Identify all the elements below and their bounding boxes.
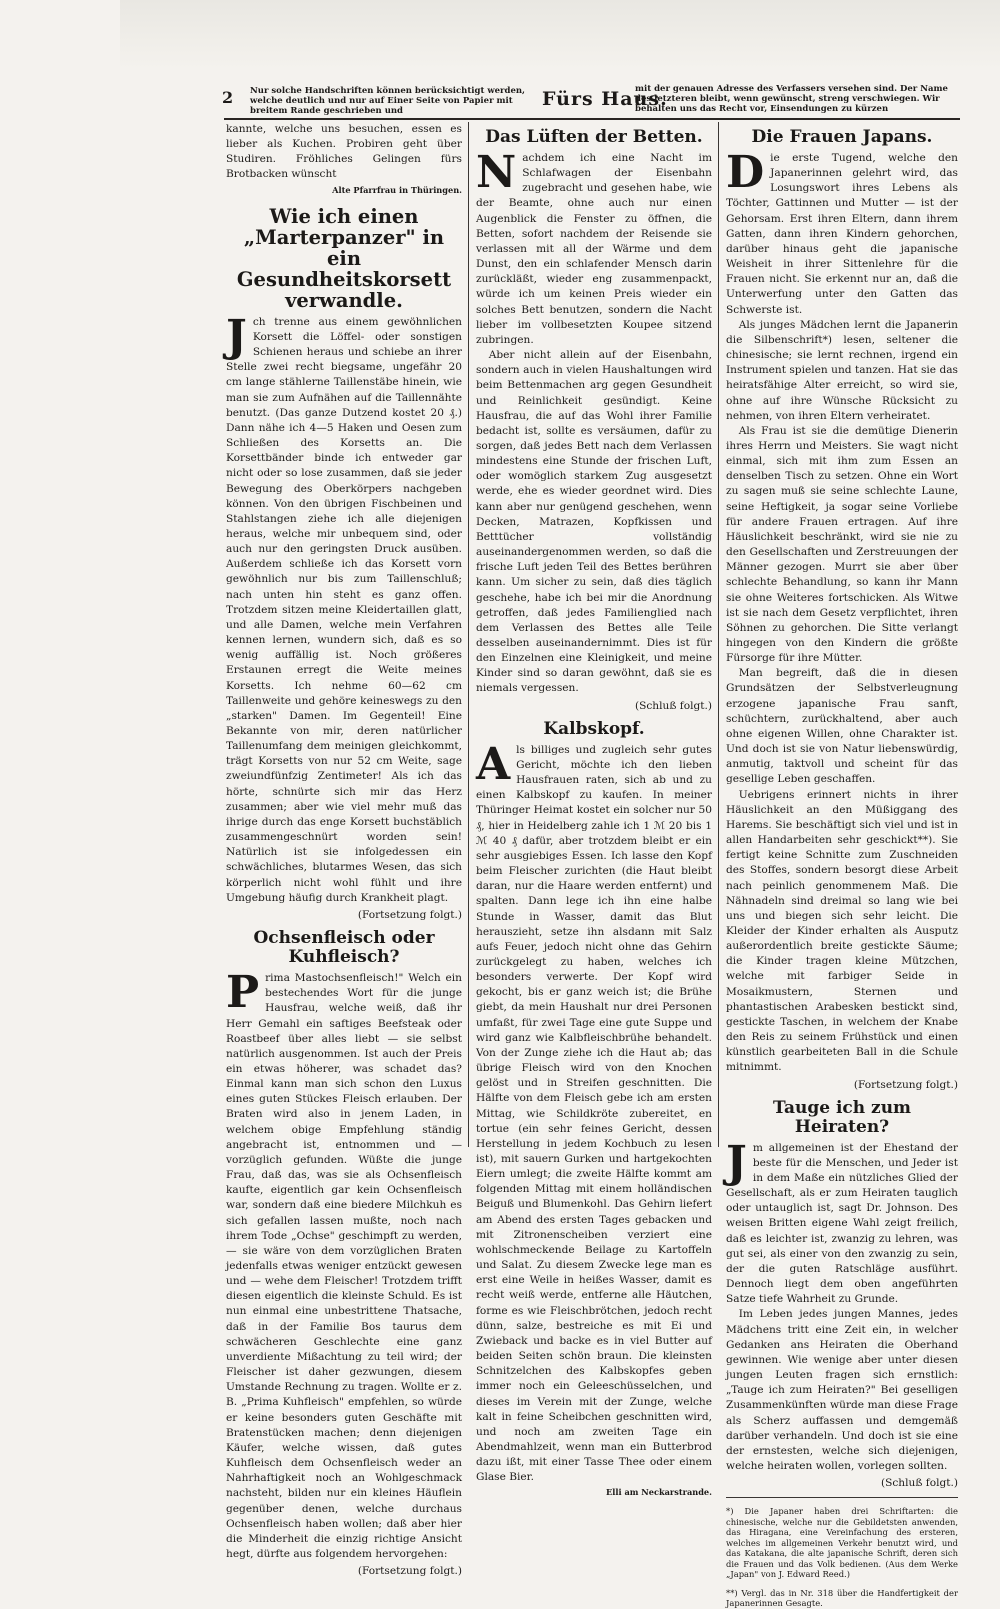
continuation-note: (Fortsetzung folgt.) (357, 1565, 462, 1578)
drop-cap: P (226, 967, 260, 1019)
article-body-betten-2: Aber nicht allein auf der Eisenbahn, sondern auch in vielen Haushaltungen wird beim Bettenmachen arg gegen Gesundheit und Reinlichkeit gesündigt. Keine Hausfrau, die auf das Wohl ihrer Familie bedacht ist, sollte es versäumen, dafür zu sorgen, daß jedes Bett nach dem Verlassen mindestens eine Stunde der frischen Luft, oder womöglich starkem Zug ausgesetzt werde, ehe es wieder geordnet wird. Dies kann aber nur genügend geschehen, wenn Decken, Matrazen, Kopfkissen und Betttücher vollständig auseinandergenommen werden, so daß die frische Luft jeden Teil des Bettes berühren kann. Um sicher zu sein, daß dies täglich geschehe, habe ich bei mir die Anordnung getroffen, daß jedes Familienglied nach dem Verlassen des Bettes alle Teile desselben auseinandernimmt. Dies ist für den Einzelnen eine Kleinigkeit, und meine Kinder sind so daran gewöhnt, daß sie es niemals vergessen. (476, 349, 712, 695)
article-body-betten-1: achdem ich eine Nacht im Schlafwagen der Eisenbahn zugebracht und gesehen habe, wie der Beamte, ohne auch nur einen Augenblick die Fenster zu öffnen, die Betten, sofort nachdem der Reisende sie verlassen mit all der Wärme und dem Dunst, den ein schlafender Mensch darin zurückläßt, wieder eng zusammenpackt, würde ich um keinen Preis wieder ein solches Bett benutzen, sondern die Nacht lieber im vollbesetzten Koupee sitzend zubringen. (476, 152, 712, 346)
article-title-japan: Die Frauen Japans. (751, 127, 933, 147)
drop-cap: D (726, 147, 765, 198)
intro-paragraph: kannte, welche uns besuchen, essen es lieber als Kuchen. Probiren geht über Studiren. Fröhliches Gelingen fürs Brotbacken wünscht (226, 123, 462, 181)
header-rule (224, 118, 960, 120)
page-number: 2 (222, 88, 234, 107)
drop-cap: A (476, 738, 511, 790)
drop-cap: N (476, 147, 517, 198)
footnote-1: *) Die Japaner haben drei Schriftarten: die chinesische, welche nur die Gebildetsten anwenden, das Hiragana, eine Vereinfachung des ersteren, welches im allgemeinen Verkehr benutzt wird, und das Katakana, die alte japanische Schrift, deren sich die Frauen und das Volk bedienen. (Aus dem Werke „Japan" von J. Edward Reed.) (726, 1506, 958, 1580)
article-body-ochsenfleisch: rima Mastochsenfleisch!" Welch ein bestechendes Wort für die junge Hausfrau, welche weiß, daß ihr Herr Gemahl ein saftiges Beefsteak oder Roastbeef über alles liebt — sie selbst natürlich ausgenommen. Ist auch der Preis ein etwas höherer, was schadet das? Einmal kann man sich schon den Luxus eines guten Stückes Fleisch erlauben. Der Braten wird also in jenem Laden, in welchem obige Empfehlung ständig angebracht ist, entnommen und — vorzüglich gefunden. Wüßte die junge Frau, daß das, was sie als Ochsenfleisch kaufte, eigentlich gar kein Ochsenfleisch war, sondern daß eine biedere Milchkuh es sich gefallen lassen mußte, noch nach ihrem Tode „Ochse" geschimpft zu werden, — sie wäre von dem vorzüglichen Braten jedenfalls etwas weniger entzückt gewesen und — wehe dem Fleischer! Trotzdem trifft diesen eigentlich die kleinste Schuld. Es ist nun einmal eine unbestrittene Thatsache, daß in der Familie Bos taurus dem schwächeren Geschlechte eine ganz unverdiente Mißachtung zu teil wird; der Fleischer ist daher gezwungen, diesem Umstande Rechnung zu tragen. Wollte er z. B. „Prima Kuhfleisch" empfehlen, so würde er keine besonders guten Geschäfte mit Bratenstücken machen; denn diejenigen Käufer, welche wissen, daß gutes Kuhfleisch dem Ochsenfleisch weder an Nahrhaftigkeit noch an Wohlgeschmack nachsteht, bilden nur ein kleines Häuflein gegenüber denen, welche durchaus Ochsenfleisch haben wollen; daß aber hier die Minderheit die einzig richtige Ansicht hegt, dürfte aus folgendem hervorgehen: (226, 972, 462, 1560)
page-header (200, 80, 960, 126)
article-body-japan-4: Man begreift, daß die in diesen Grundsätzen der Selbstverleugnung erzogene japanische Frau sanft, schüchtern, zurückhaltend, aber auch ohne eigenen Willen, ohne Charakter ist. Und doch ist sie von Natur liebenswürdig, anmutig, taktvoll und scheint für das gesellige Leben geschaffen. (726, 667, 958, 786)
scan-background (120, 0, 1000, 70)
footnote-divider (726, 1497, 958, 1498)
column-1 (226, 122, 462, 1579)
column-2 (476, 122, 712, 1507)
footnote-2: **) Vergl. das in Nr. 318 über die Handfertigkeit der Japanerinnen Gesagte. (726, 1587, 958, 1609)
article-body-japan-1: ie erste Tugend, welche den Japanerinnen gelehrt wird, das Losungswort ihres Lebens als Töchter, Gattinnen und Mutter — ist der Gehorsam. Erst ihren Eltern, dann ihrem Gatten, dann ihren Kindern gehorchen, darüber hinaus geht die japanische Weisheit in ihrer Sittenlehre für die Frauen nicht. Sie erkennt nur an, daß die Unterwerfung unter den Gatten das Schwerste ist. (726, 152, 958, 316)
drop-cap: J (226, 310, 247, 362)
article-body-japan-3: Als Frau ist sie die demütige Dienerin ihres Herrn und Meisters. Sie wagt nicht einmal, sich mit ihm zum Essen an denselben Tisch zu setzen. Ohne ein Wort zu sagen muß sie seine schlechte Laune, seine Heftigkeit, ja sogar seine Vorliebe für andere Frauen ertragen. Auf ihre Häuslichkeit beschränkt, wird sie nie zu den Gesellschaften und Zerstreuungen der Männer gezogen. Murrt sie aber über schlechte Behandlung, so kann ihr Mann sie ohne Weiteres fortschicken. Als Witwe ist sie nach dem Gesetz verpflichtet, ihren Söhnen zu gehorchen. Die Sitte verlangt hingegen von den Kindern die größte Fürsorge für ihre Mütter. (726, 424, 958, 665)
submission-notice-right: mit der genauen Adresse des Verfassers versehen sind. Der Name des letzteren bleibt, wenn gewünscht, streng verschwiegen. Wir behalten uns das Recht vor, Einsendungen zu kürzen (635, 84, 948, 114)
article-title-kalbskopf: Kalbskopf. (543, 718, 645, 739)
column-divider (468, 122, 469, 1147)
continuation-note: (Fortsetzung folgt.) (853, 1078, 958, 1091)
article-body-korsett: ch trenne aus einem gewöhnlichen Korsett die Löffel- oder sonstigen Schienen heraus und schiebe an ihrer Stelle zwei recht biegsame, ungefähr 20 cm lange stählerne Taillenstäbe hinein, wie man sie zum Aufnähen auf die Taillennähte benutzt. (Das ganze Dutzend kostet 20 ₰.) Dann nähe ich 4—5 Haken und Oesen zum Schließen des Korsetts an. Die Korsettbänder binde ich entweder gar nicht oder so lose zusammen, daß sie jeder Bewegung des Oberkörpers nachgeben können. Von den übrigen Fischbeinen und Stahlstangen ziehe ich alle diejenigen heraus, welche mir unbequem sind, oder auch nur den geringsten Druck ausüben. Außerdem schließe ich das Korsett vorn gewöhnlich nur bis zum Taillenschluß; nach unten hin steht es ganz offen. Trotzdem sitzen meine Kleidertaillen glatt, und alle Damen, welche mein Verfahren kennen lernen, wundern sich, daß es so wenig auffällig ist. Noch größeres Erstaunen erregt die Weite meines Korsetts. Ich nehme 60—62 cm Taillenweite und gehöre keineswegs zu den „starken" Damen. Im Gegenteil! Eine Bekannte von mir, deren natürlicher Taillenumfang dem meinigen gleichkommt, trägt Korsetts von nur 52 cm Weite, sage zweiundfünfzig Zentimeter! Als ich das hörte, schnürte sich mir das Herz zusammen; aber wie viel mehr muß das ihrige durch das enge Korsett buchstäblich zusammengeschnürt worden sein! Natürlich ist sie infolgedessen ein schwächliches, blutarmes Wesen, das sich körperlich nicht wohl fühlt und ihre Umgebung häufig durch Krankheit plagt. (226, 315, 462, 904)
author-signature: Elli am Neckarstrande. (606, 1487, 712, 1498)
end-note: (Schluß folgt.) (880, 1477, 958, 1490)
article-title-korsett: Wie ich einen „Marterpanzer" in ein Gesundheitskorsett verwandle. (236, 204, 452, 312)
article-body-heiraten-2: Im Leben jedes jungen Mannes, jedes Mädchens tritt eine Zeit ein, in welcher Gedanken ans Heiraten die Oberhand gewinnen. Wie wenige aber unter diesen jungen Leuten fragen sich ernstlich: „Tauge ich zum Heiraten?" Bei geselligen Zusammenkünften würde man diese Frage als Scherz auffassen und demgemäß darüber verhandeln. Und doch ist sie eine der ernstesten, welche sich diejenigen, welche heiraten wollen, vorlegen sollten. (726, 1308, 958, 1472)
article-body-kalbskopf: ls billiges und zugleich sehr gutes Gericht, möchte ich den lieben Hausfrauen raten, sich ab und zu einen Kalbskopf zu kaufen. In meiner Thüringer Heimat kostet ein solcher nur 50 ₰, hier in Heidelberg zahle ich 1 ℳ 20 bis 1 ℳ 40 ₰ dafür, aber trotzdem bleibt er ein sehr ausgiebiges Essen. Ich lasse den Kopf beim Fleischer zurichten (die Haut bleibt daran, nur die Haare werden entfernt) und spalten. Dann lege ich ihn eine halbe Stunde in Wasser, damit das Blut herauszieht, setze ihn alsdann mit Salz aufs Feuer, jedoch nicht ohne das Gehirn zurückgelegt zu haben, welches ich besonders verwerte. Der Kopf wird gekocht, bis er ganz weich ist; die Brühe giebt, da mein Haushalt nur drei Personen umfaßt, für zwei Tage eine gute Suppe und wird ganz wie Kalbfleischbrühe behandelt. Von der Zunge ziehe ich die Haut ab; das übrige Fleisch wird von den Knochen gelöst und in Streifen geschnitten. Die Hälfte von dem Fleisch gebe ich am ersten Mittag, wie Schildkröte zubereitet, en tortue (ein sehr feines Gericht, dessen Herstellung in jedem Kochbuch zu lesen ist), mit sauern Gurken und hartgekochten Eiern umlegt; die zweite Hälfte kommt am folgenden Mittag mit einem holländischen Beiguß und Blumenkohl. Das Gehirn liefert am Abend des ersten Tages gebacken und mit Zitronenscheiben verziert eine wohlschmeckende Beilage zu Kartoffeln und Salat. Zu diesem Zwecke lege man es erst eine Weile in heißes Wasser, damit es recht weiß werde, entferne alle Häutchen, forme es wie Fleischbrötchen, jedoch recht dünn, salze, bestreiche es mit Ei und Zwieback und backe es in viel Butter auf beiden Seiten schön braun. Die kleinsten Schnitzelchen des Kalbskopfes geben immer noch ein Geleeschüsselchen, und dieses im Verein mit der Zunge, welche kalt in feine Scheibchen geschnitten wird, und noch am zweiten Tage ein Abendmahlzeit, wenn man ein Butterbrod dazu ißt, mit einer Tasse Thee oder einem Glase Bier. (476, 743, 712, 1484)
article-body-japan-5: Uebrigens erinnert nichts in ihrer Häuslichkeit an den Müßiggang des Harems. Sie beschäftigt sich viel und ist in allen Handarbeiten sehr geschickt**). Sie fertigt keine Schnitte zum Zuschneiden des Stoffes, sondern besorgt diese Arbeit nach peinlich genommenem Maß. Die Nähnadeln sind dreimal so lang wie bei uns und biegen sich sehr leicht. Die Kleider der Kinder erhalten als Ausputz außerordentlich breite gestickte Säume; die Kinder tragen kleine Mützchen, welche mit farbiger Seide in Mosaikmustern, Sternen und phantastischen Arabesken bestickt sind, gestickte Taschen, in welchem der Knabe den Reis zu seinem Frühstück und einen künstlich gearbeiteten Ball in die Schule mitnimmt. (726, 788, 958, 1074)
end-note: (Schluß folgt.) (634, 699, 712, 712)
article-title-ochsenfleisch: Ochsenfleisch oder Kuhfleisch? (253, 928, 435, 968)
article-title-heiraten: Tauge ich zum Heiraten? (772, 1097, 912, 1137)
article-body-heiraten-1: m allgemeinen ist der Ehestand der beste für die Menschen, und Jeder ist in dem Maße ein nützliches Glied der Gesellschaft, als er zum Heiraten tauglich oder untauglich ist, sagt Dr. Johnson. Des weisen Britten eigene Wahl zeigt freilich, daß es leichter ist, zwanzig zu lehren, was gut sei, als einer von den zwanzig zu sein, der die guten Ratschläge ausführt. Dennoch liegt dem oben angeführten Satze tiefe Wahrheit zu Grunde. (726, 1141, 958, 1306)
continuation-note: (Fortsetzung folgt.) (357, 908, 462, 921)
article-body-japan-2: Als junges Mädchen lernt die Japanerin die Silbenschrift*) lesen, seltener die chinesische; sie lernt rechnen, irgend ein Instrument spielen und tanzen. Hat sie das heiratsfähige Alter erreicht, so wird sie, ohne auf ihre Wünsche Rücksicht zu nehmen, von ihren Eltern verheiratet. (726, 318, 958, 422)
submission-notice-left: Nur solche Handschriften können berücksichtigt werden, welche deutlich und nur auf Einer Seite von Papier mit breitem Rande geschrieben und (250, 86, 526, 116)
masthead-title: Fürs Haus. (542, 88, 668, 110)
article-title-betten: Das Lüften der Betten. (485, 127, 703, 147)
intro-signature: Alte Pfarrfrau in Thüringen. (332, 184, 462, 195)
column-divider (718, 122, 719, 1147)
column-3 (726, 122, 958, 1609)
drop-cap: J (726, 1136, 747, 1188)
newspaper-page (200, 80, 960, 1609)
